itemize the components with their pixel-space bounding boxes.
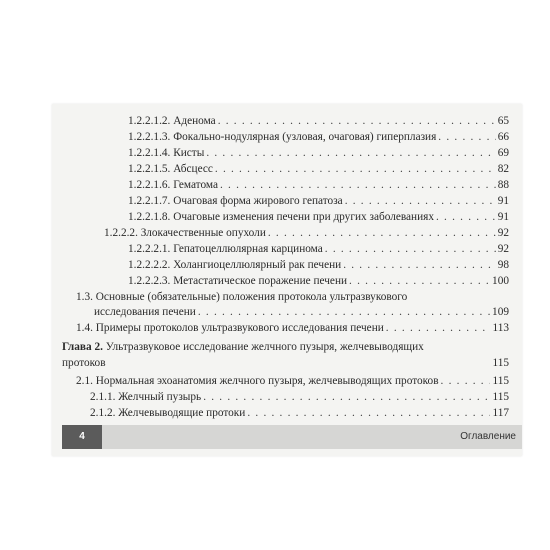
- toc-entry-title: 1.2.2.2.3. Метастатическое поражение печени: [128, 275, 348, 287]
- toc-entry: [90, 390, 509, 404]
- page-footer: [62, 425, 522, 449]
- toc-entry-page: 115: [492, 391, 509, 403]
- toc-entry: [128, 178, 509, 192]
- toc-entry-title: 2.1.2. Желчевыводящие протоки: [90, 407, 246, 419]
- toc-entry-title: 1.2.2.1.6. Гематома: [128, 179, 218, 191]
- toc-entry: [128, 130, 509, 144]
- toc-entry-title: 2.1.1. Желчный пузырь: [90, 391, 202, 403]
- toc-entry: [128, 194, 509, 208]
- chapter-title-continued: протоков: [62, 357, 106, 369]
- toc-entry-page: 82: [497, 163, 509, 175]
- leader-dots: [325, 242, 496, 256]
- chapter-title: Ультразвуковое исследование желчного пузыря, желчевыводящих: [102, 341, 424, 353]
- toc-entry-title: исследования печени: [94, 306, 196, 318]
- toc-entry-title: 1.2.2.1.3. Фокально-нодулярная (узловая, очаговая) гиперплазия: [128, 131, 437, 143]
- toc-entry-page: 109: [492, 306, 509, 318]
- leader-dots: [345, 194, 496, 208]
- toc-entry-page: 115: [492, 375, 509, 387]
- toc-entry-page: 65: [497, 115, 509, 127]
- leader-dots: [436, 210, 496, 224]
- toc-entry-page: 91: [497, 195, 509, 207]
- toc-entry-title: 1.2.2.1.7. Очаговая форма жирового гепатоза: [128, 195, 343, 207]
- leader-dots: [215, 162, 496, 176]
- toc-entry: [128, 146, 509, 160]
- toc-entry: [62, 356, 509, 370]
- leader-dots: [198, 305, 490, 319]
- page-number: 4: [62, 425, 102, 449]
- toc-entry-title: 1.3. Основные (обязательные) положения протокола ультразвукового: [76, 291, 408, 303]
- toc-entry-title: 1.4. Примеры протоколов ультразвукового исследования печени: [76, 322, 384, 334]
- leader-dots: [220, 178, 496, 192]
- toc-entry-page: 115: [492, 357, 509, 369]
- toc-entry-page: 100: [492, 275, 509, 287]
- section-label: Оглавление: [460, 431, 516, 442]
- leader-dots: [386, 321, 491, 335]
- toc-entry-title: 1.2.2.1.2. Аденома: [128, 115, 216, 127]
- toc-entry-page: 92: [497, 243, 509, 255]
- toc-entry: [128, 242, 509, 256]
- toc-entry: [128, 210, 509, 224]
- toc-entry-title: 1.2.2.2.1. Гепатоцеллюлярная карцинома: [128, 243, 323, 255]
- toc-entry: [128, 162, 509, 176]
- leader-dots: [218, 114, 496, 128]
- toc-entry-page: 91: [497, 211, 509, 223]
- chapter-label: Глава 2.: [62, 341, 103, 353]
- leader-dots: [441, 374, 491, 388]
- toc-entry-title: 1.2.2.2.2. Холангиоцеллюлярный рак печени: [128, 259, 342, 271]
- toc-entry-page: 66: [497, 131, 509, 143]
- toc-entry-page: 92: [497, 227, 509, 239]
- toc-entry: [76, 374, 509, 388]
- toc-entry-title: 1.2.2.1.5. Абсцесс: [128, 163, 213, 175]
- toc-entry-page: 117: [492, 407, 509, 419]
- toc-entry-page: 69: [497, 147, 509, 159]
- table-of-contents: [52, 104, 522, 456]
- toc-entry-title: 1.2.2.2. Злокачественные опухоли: [104, 227, 266, 239]
- leader-dots: [203, 390, 490, 404]
- leader-dots: [247, 406, 490, 420]
- toc-entry: [104, 226, 509, 240]
- toc-entry: [128, 258, 509, 272]
- toc-entry: [90, 406, 509, 420]
- toc-entry-page: 98: [497, 259, 509, 271]
- leader-dots: [268, 226, 496, 240]
- leader-dots: [343, 258, 496, 272]
- leader-dots: [349, 274, 490, 288]
- toc-entry: [94, 305, 509, 319]
- leader-dots: [206, 146, 495, 160]
- book-page: [52, 104, 522, 456]
- leader-dots: [438, 130, 495, 144]
- toc-entry-title: 2.1. Нормальная эхоанатомия желчного пузыря, желчевыводящих протоков: [76, 375, 439, 387]
- toc-entry-page: 113: [492, 322, 509, 334]
- toc-entry: [128, 274, 509, 288]
- chapter-heading: [62, 340, 424, 354]
- toc-entry-title: 1.2.2.1.8. Очаговые изменения печени при других заболеваниях: [128, 211, 434, 223]
- toc-entry: [76, 321, 509, 335]
- toc-entry: [128, 114, 509, 128]
- toc-entry-page: 88: [497, 179, 509, 191]
- toc-entry-title: 1.2.2.1.4. Кисты: [128, 147, 205, 159]
